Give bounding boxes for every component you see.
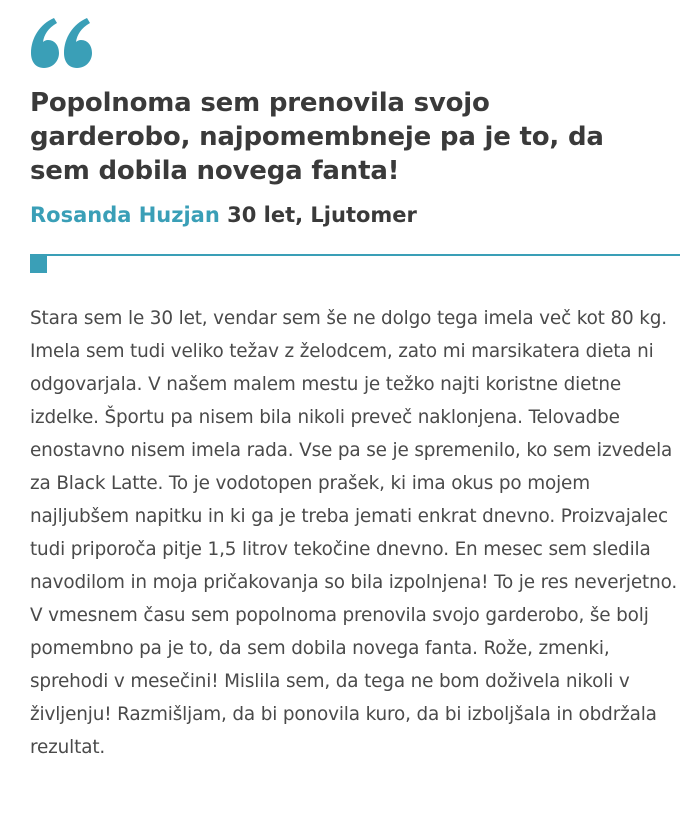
quote-open-icon	[30, 18, 92, 68]
divider-square	[30, 256, 47, 273]
divider-line	[30, 254, 680, 256]
divider	[30, 254, 680, 274]
testimonial-card	[30, 18, 680, 782]
author-details: 30 let, Ljutomer	[227, 203, 417, 227]
author-name: Rosanda Huzjan	[30, 203, 220, 227]
testimonial-headline: Popolnoma sem prenovila svojo garderobo, najpomembneje pa je to, da sem dobila novega fanta!	[30, 88, 604, 186]
author-line	[30, 200, 680, 230]
testimonial-body: Stara sem le 30 let, vendar sem še ne dolgo tega imela več kot 80 kg. Imela sem tudi veliko težav z želodcem, zato mi marsikatera dieta ni odgovarjala. V našem malem mestu je težko najti koristne dietne izdelke. Športu pa nisem bila nikoli preveč naklonjena. Telovadbe enostavno nisem imela rada. Vse pa se je spremenilo, ko sem izvedela za Black Latte. To je vodotopen prašek, ki ima okus po mojem najljubšem napitku in ki ga je treba jemati enkrat dnevno. Proizvajalec tudi priporoča pitje 1,5 litrov tekočine dnevno. En mesec sem sledila navodilom in moja pričakovanja so bila izpolnjena! To je res neverjetno. V vmesnem času sem popolnoma prenovila svojo garderobo, še bolj pomembno pa je to, da sem dobila novega fanta. Rože, zmenki, sprehodi v mesečini! Mislila sem, da tega ne bom doživela nikoli v življenju! Razmišljam, da bi ponovila kuro, da bi izboljšala in obdržala rezultat.	[30, 308, 678, 758]
